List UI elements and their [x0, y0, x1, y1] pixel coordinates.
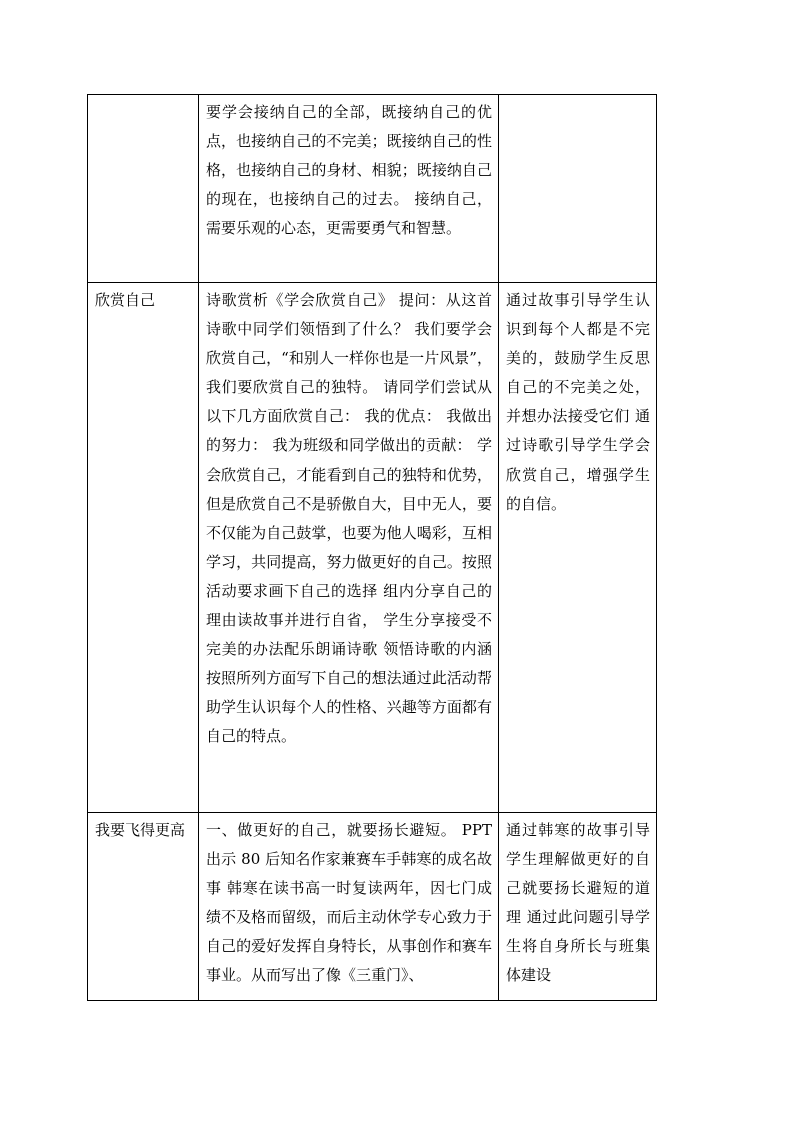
content-text: 诗歌赏析《学会欣赏自己》 提问：从这首诗歌中同学们领悟到了什么？ 我们要学会欣赏自己，“和别人一样你也是一片风景”，我们要欣赏自己的独特。 请同学们尝试从以下几方面欣赏自己： 我的优点： 我做出的努力： 我为班级和同学做出的贡献： 学会欣赏自己，才能看到自己的独特和优势，但是欣赏自己不是骄傲自大，目中无人，要不仅能为自己鼓掌，也要为他人喝彩，互相学习，共同提高，努力做更好的自己。按照活动要求画下自己的选择 组内分享自己的理由读故事并进行自省， 学生分享接受不完美的办法配乐朗诵诗歌 领悟诗歌的内涵 按照所列方面写下自己的想法通过此活动帮助学生认识每个人的性格、兴趣等方面都有自己的特点。 [206, 291, 497, 746]
content-cell [199, 283, 499, 813]
intent-cell [499, 95, 657, 283]
topic-text: 欣赏自己 [95, 291, 156, 309]
table-row [88, 813, 657, 1001]
content-cell [199, 95, 499, 283]
intent-cell [499, 813, 657, 1001]
topic-text: 我要飞得更高 [95, 821, 186, 839]
intent-cell [499, 283, 657, 813]
table-row [88, 283, 657, 813]
intent-text: 通过韩寒的故事引导学生理解做更好的自己就要扬长避短的道理 通过此问题引导学生将自身所长与班集体建设 [506, 821, 650, 985]
content-text: 一、做更好的自己，就要扬长避短。 PPT出示 80 后知名作家兼赛车手韩寒的成名故事 韩寒在读书高一时复读两年，因七门成绩不及格而留级，而后主动休学专心致力于自己的爱好发挥自身特长，从事创作和赛车事业。从而写出了像《三重门》、 [206, 821, 492, 985]
lesson-plan-table [87, 94, 657, 1001]
table-row [88, 95, 657, 283]
content-cell [199, 813, 499, 1001]
topic-cell [88, 95, 199, 283]
topic-cell [88, 283, 199, 813]
intent-text: 通过故事引导学生认识到每个人都是不完美的，鼓励学生反思自己的不完美之处，并想办法接受它们 通过诗歌引导学生学会欣赏自己，增强学生的自信。 [506, 291, 650, 513]
content-text: 要学会接纳自己的全部，既接纳自己的优点，也接纳自己的不完美；既接纳自己的性格，也接纳自己的身材、相貌；既接纳自己的现在，也接纳自己的过去。 接纳自己，需要乐观的心态，更需要勇气和智慧。 [206, 103, 492, 238]
topic-cell [88, 813, 199, 1001]
